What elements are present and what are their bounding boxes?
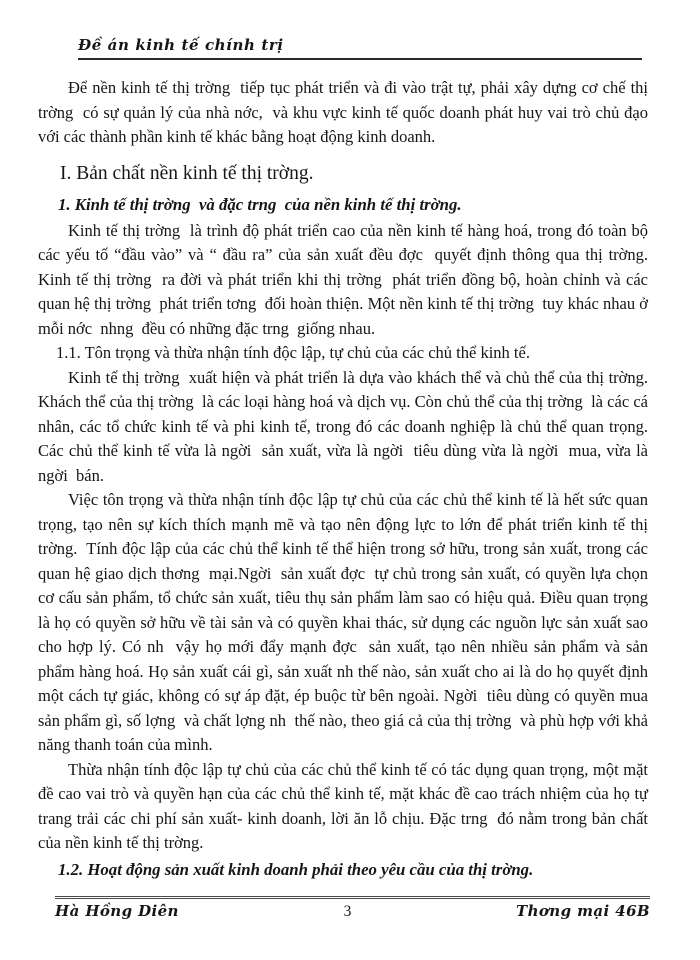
paragraph-responsibility: Thừa nhận tính độc lập tự chủ của các chủ thể kinh tế có tác dụng quan trọng, một mặt đề cao vai trò và quyền hạn của các chủ thể kinh tế, mặt khác đề cao trách nhiệm của họ tự trang trải các chi phí sản xuất- kinh doanh, lời ăn lỗ chịu. Đặc trng đó nằm trong bản chất của nền kinh tế thị trờng. (38, 759, 653, 852)
page-header (78, 36, 642, 60)
footer-author: Hà Hồng Diên (55, 902, 179, 920)
footer-row (55, 902, 650, 921)
page-footer (55, 896, 650, 921)
subsection-heading-1-2: 1.2. Hoạt động sản xuất kinh doanh phải theo yêu cầu của thị trờng. (58, 859, 534, 879)
subsection-heading-1-1: 1.1. Tôn trọng và thừa nhận tính độc lập, tự chủ của các chủ thể kinh tế. (56, 343, 530, 362)
paragraph-market-subjects: Kinh tế thị trờng xuất hiện và phát triển là dựa vào khách thể và chủ thể của thị trờng. Khách thể của thị trờng là các loại hàng hoá và dịch vụ. Còn chủ thể của thị trờng là các cá nhân, các tổ chức kinh tế và phi kinh tế, trong đó các doanh nghiệp là chủ thể quan trọng. Các chủ thể kinh tế vừa là ngời sản xuất, vừa là ngời tiêu dùng vừa là ngời mua, vừa là ngời bán. (38, 367, 657, 485)
document-body (38, 76, 657, 884)
paragraph-intro: Để nền kinh tế thị trờng tiếp tục phát triển và đi vào trật tự, phải xây dựng cơ chế thị trờng có sự quản lý của nhà nớc, và khu vực kinh tế quốc doanh phát huy vai trò chủ đạo với các thành phần kinh tế khác bằng hoạt động kinh doanh. (38, 78, 657, 146)
section-heading-1: I. Bản chất nền kinh tế thị trờng. (60, 162, 314, 184)
paragraph-market-definition: Kinh tế thị trờng là trình độ phát triển cao của nền kinh tế hàng hoá, trong đó toàn bộ các yếu tố “đầu vào” và “ đầu ra” của sản xuất đều đợc quyết định thông qua thị trờng. Kinh tế thị trờng ra đời và phát triển khi thị trờng phát triển đồng bộ, hoàn chỉnh và các quan hệ thị trờng phát triển tơng đối hoàn thiện. Một nền kinh tế thị trờng tuy khác nhau ở mỗi nớc nhng đều có những đặc trng giống nhau. (38, 220, 657, 338)
footer-class-name: Thơng mại 46B (516, 902, 650, 920)
subsection-heading-1: 1. Kinh tế thị trờng và đặc trng của nền kinh tế thị trờng. (58, 194, 462, 214)
page-number: 3 (343, 903, 352, 920)
paragraph-independence: Việc tôn trọng và thừa nhận tính độc lập tự chủ của các chủ thể kinh tế là hết sức quan trọng, tạo nên sự kích thích mạnh mẽ và tạo nên động lực to lớn để phát triển kinh tế thị trờng. Tính độc lập của các chủ thể kinh tế thể hiện trong sở hữu, trong sản xuất, trong các quan hệ giao dịch thơng mại.Ngời sản xuất đợc tự chủ trong sản xuất, có quyền lựa chọn cơ cấu sản phẩm, tổ chức sản xuất, tiêu thụ sản phẩm làm sao có hiệu quả. Điều quan trọng là họ có quyền sở hữu về tài sản và có quyền khai thác, sử dụng các nguồn lực sản xuất sao cho hợp lý. Có nh vậy họ mới đẩy mạnh đợc sản xuất, tạo nên nhiều sản phẩm và sản phẩm hàng hoá. Họ sản xuất cái gì, sản xuất nh thế nào, sản xuất cho ai là do họ quyết định một cách tự giác, không có sự áp đặt, ép buộc từ bên ngoài. Ngời tiêu dùng có quyền mua sản phẩm gì, số lợng và chất lợng nh thế nào, theo giá cả của thị trờng và phù hợp với khả năng thanh toán của mình. (38, 490, 653, 754)
header-title: Đề án kinh tế chính trị (78, 36, 284, 54)
